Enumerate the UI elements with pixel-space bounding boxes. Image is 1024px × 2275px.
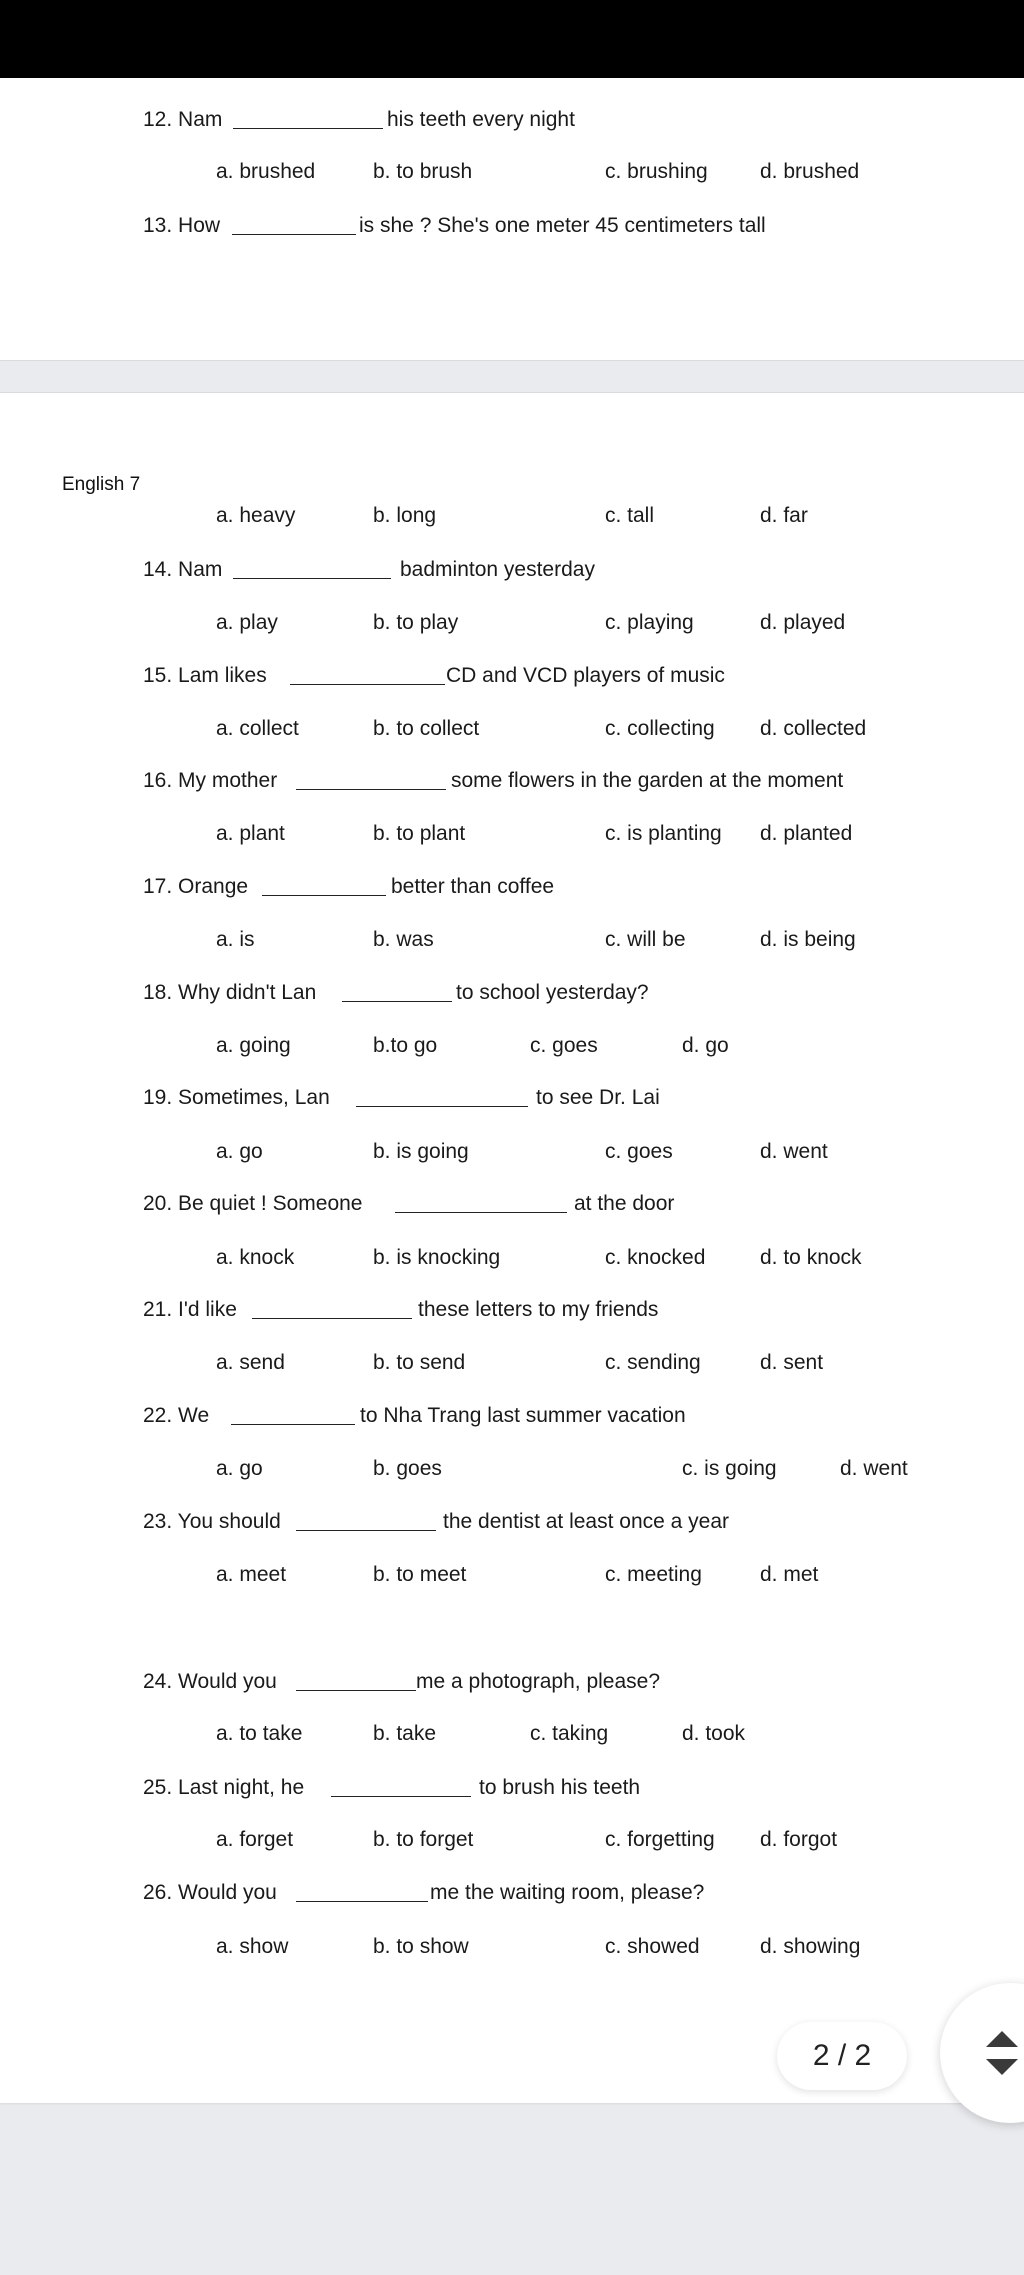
option-d: d. go <box>682 1034 729 1057</box>
answer-blank <box>233 128 383 129</box>
question-stem: 22. We <box>143 1404 210 1427</box>
question-stem: 19. Sometimes, Lan <box>143 1086 330 1109</box>
option-b: b. to send <box>373 1351 466 1374</box>
option-a: a. plant <box>216 822 285 845</box>
option-a: a. heavy <box>216 504 296 527</box>
option-a: a. to take <box>216 1722 303 1745</box>
question-text: is she ? She's one meter 45 centimeters tall <box>359 214 766 237</box>
option-c: c. goes <box>605 1140 673 1163</box>
option-d: d. far <box>760 504 808 527</box>
option-b: b. to forget <box>373 1828 474 1851</box>
option-c: c. goes <box>530 1034 598 1057</box>
option-b: b. to brush <box>373 160 473 183</box>
option-c: c. forgetting <box>605 1828 715 1851</box>
option-d: d. met <box>760 1563 819 1586</box>
question-text: these letters to my friends <box>418 1298 659 1321</box>
page-indicator <box>777 2022 907 2090</box>
option-c: c. knocked <box>605 1246 706 1269</box>
option-c: c. is going <box>682 1457 777 1480</box>
option-d: d. took <box>682 1722 746 1745</box>
page-divider <box>0 360 1024 361</box>
question-text: his teeth every night <box>387 108 575 131</box>
answer-blank <box>356 1106 528 1107</box>
question-text: some flowers in the garden at the moment <box>451 769 844 792</box>
option-d: d. sent <box>760 1351 824 1374</box>
option-d: d. went <box>760 1140 828 1163</box>
option-d: d. brushed <box>760 160 860 183</box>
option-c: c. is planting <box>605 822 722 845</box>
option-a: a. send <box>216 1351 285 1374</box>
question-text: me the waiting room, please? <box>430 1881 705 1904</box>
question-text: to brush his teeth <box>479 1776 641 1799</box>
option-b: b. is knocking <box>373 1246 501 1269</box>
answer-blank <box>233 578 391 579</box>
option-a: a. collect <box>216 717 299 740</box>
answer-blank <box>296 1901 428 1902</box>
option-a: a. is <box>216 928 255 951</box>
question-stem: 15. Lam likes <box>143 664 267 687</box>
option-a: a. go <box>216 1140 263 1163</box>
question-text: at the door <box>574 1192 675 1215</box>
question-text: to school yesterday? <box>456 981 649 1004</box>
option-c: c. showed <box>605 1935 700 1958</box>
option-b: b. is going <box>373 1140 469 1163</box>
option-d: d. planted <box>760 822 853 845</box>
option-b: b. to plant <box>373 822 466 845</box>
answer-blank <box>262 895 386 896</box>
option-b: b. to meet <box>373 1563 467 1586</box>
option-c: c. taking <box>530 1722 609 1745</box>
option-a: a. brushed <box>216 160 316 183</box>
answer-blank <box>296 1530 436 1531</box>
answer-blank <box>252 1318 412 1319</box>
option-d: d. went <box>840 1457 908 1480</box>
question-stem: 13. How <box>143 214 221 237</box>
option-d: d. is being <box>760 928 856 951</box>
option-d: d. to knock <box>760 1246 862 1269</box>
answer-blank <box>296 789 446 790</box>
option-d: d. showing <box>760 1935 861 1958</box>
question-stem: 14. Nam <box>143 558 223 581</box>
option-b: b. goes <box>373 1457 442 1480</box>
option-b: b. to play <box>373 611 459 634</box>
question-stem: 24. Would you <box>143 1670 277 1693</box>
up-down-arrows-icon <box>980 2029 1024 2077</box>
question-text: better than coffee <box>391 875 555 898</box>
status-bar <box>0 0 1024 78</box>
page-indicator-text: 2 / 2 <box>812 2039 872 2072</box>
option-c: c. collecting <box>605 717 715 740</box>
question-stem: 25. Last night, he <box>143 1776 305 1799</box>
answer-blank <box>232 234 356 235</box>
option-b: b.to go <box>373 1034 438 1057</box>
answer-blank <box>231 1424 355 1425</box>
option-d: d. collected <box>760 717 867 740</box>
option-c: c. brushing <box>605 160 708 183</box>
option-c: c. will be <box>605 928 686 951</box>
page-header-label: English 7 <box>62 474 141 495</box>
option-c: c. meeting <box>605 1563 702 1586</box>
question-stem: 21. I'd like <box>143 1298 237 1321</box>
answer-blank <box>290 684 445 685</box>
option-d: d. forgot <box>760 1828 838 1851</box>
option-a: a. going <box>216 1034 291 1057</box>
answer-blank <box>342 1001 452 1002</box>
answer-blank <box>296 1690 416 1691</box>
answer-blank <box>331 1796 471 1797</box>
question-stem: 16. My mother <box>143 769 278 792</box>
option-a: a. forget <box>216 1828 294 1851</box>
question-text: CD and VCD players of music <box>446 664 725 687</box>
option-b: b. to collect <box>373 717 480 740</box>
question-stem: 12. Nam <box>143 108 223 131</box>
document-page-2 <box>0 393 1024 2103</box>
question-text: to see Dr. Lai <box>536 1086 660 1109</box>
option-c: c. playing <box>605 611 694 634</box>
option-a: a. knock <box>216 1246 295 1269</box>
question-text: the dentist at least once a year <box>443 1510 730 1533</box>
option-a: a. go <box>216 1457 263 1480</box>
option-d: d. played <box>760 611 846 634</box>
question-text: to Nha Trang last summer vacation <box>360 1404 686 1427</box>
option-b: b. to show <box>373 1935 469 1958</box>
option-a: a. show <box>216 1935 289 1958</box>
question-text: me a photograph, please? <box>416 1670 661 1693</box>
option-b: b. long <box>373 504 437 527</box>
option-a: a. play <box>216 611 278 634</box>
option-b: b. take <box>373 1722 437 1745</box>
option-c: c. sending <box>605 1351 701 1374</box>
option-c: c. tall <box>605 504 655 527</box>
answer-blank <box>395 1212 567 1213</box>
question-stem: 17. Orange <box>143 875 249 898</box>
question-stem: 26. Would you <box>143 1881 277 1904</box>
option-a: a. meet <box>216 1563 287 1586</box>
option-b: b. was <box>373 928 434 951</box>
question-stem: 20. Be quiet ! Someone <box>143 1192 363 1215</box>
question-text: badminton yesterday <box>400 558 595 581</box>
question-stem: 18. Why didn't Lan <box>143 981 317 1004</box>
question-stem: 23. You should <box>143 1510 281 1533</box>
